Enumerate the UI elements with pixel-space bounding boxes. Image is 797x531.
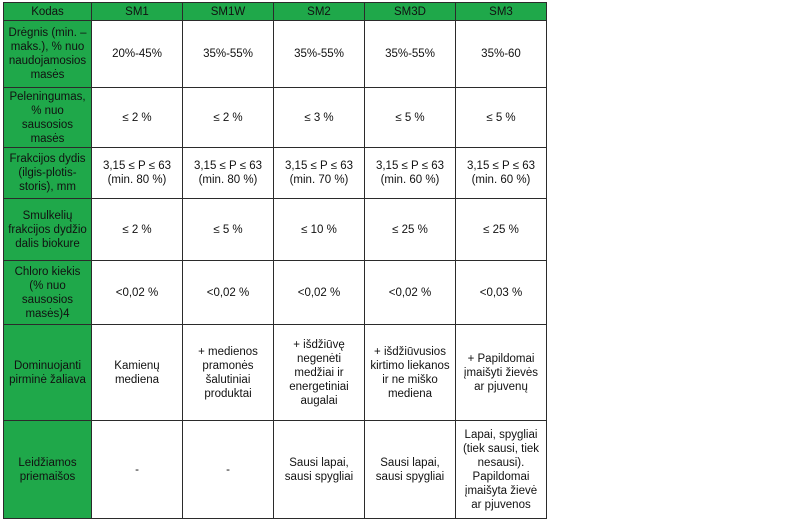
table-cell: ≤ 10 %	[274, 199, 365, 261]
table-cell: Sausi lapai, sausi spygliai	[274, 421, 365, 519]
table-row	[4, 148, 547, 199]
table-cell: + išdžiūvusios kirtimo liekanos ir ne miško mediena	[365, 325, 456, 421]
table-cell: ≤ 5 %	[183, 199, 274, 261]
header-sm2: SM2	[274, 3, 365, 21]
table-cell: 35%-55%	[183, 21, 274, 88]
table-cell: 3,15 ≤ P ≤ 63 (min. 80 %)	[92, 148, 183, 199]
row-label: Leidžiamos priemaišos	[4, 421, 92, 519]
table-cell: 35%-55%	[365, 21, 456, 88]
table-cell: + medienos pramonės šalutiniai produktai	[183, 325, 274, 421]
table-cell: Kamienų mediena	[92, 325, 183, 421]
table-row	[4, 261, 547, 325]
table-cell: -	[92, 421, 183, 519]
table-cell: 35%-55%	[274, 21, 365, 88]
table-cell: <0,02 %	[365, 261, 456, 325]
table-row	[4, 421, 547, 519]
table-cell: <0,02 %	[183, 261, 274, 325]
table-cell: <0,02 %	[274, 261, 365, 325]
header-row	[4, 3, 547, 21]
row-label: Chloro kiekis (% nuo sausosios masės)4	[4, 261, 92, 325]
table-cell: Lapai, spygliai (tiek sausi, tiek nesausi). Papildomai įmaišyta žievė ar pjuvenos	[456, 421, 547, 519]
table-cell: ≤ 3 %	[274, 88, 365, 148]
row-label: Smulkelių frakcijos dydžio dalis biokure	[4, 199, 92, 261]
table-cell: 20%-45%	[92, 21, 183, 88]
header-kodas: Kodas	[4, 3, 92, 21]
table-row	[4, 88, 547, 148]
table-cell: <0,02 %	[92, 261, 183, 325]
table-cell: ≤ 25 %	[456, 199, 547, 261]
table-cell: ≤ 25 %	[365, 199, 456, 261]
table-cell: 3,15 ≤ P ≤ 63 (min. 60 %)	[456, 148, 547, 199]
table-cell: <0,03 %	[456, 261, 547, 325]
row-label: Frakcijos dydis (ilgis-plotis-storis), mm	[4, 148, 92, 199]
table-row	[4, 325, 547, 421]
row-label: Drėgnis (min. – maks.), % nuo naudojamosios masės	[4, 21, 92, 88]
fuel-spec-table	[3, 2, 547, 519]
table-cell: ≤ 5 %	[456, 88, 547, 148]
header-sm3d: SM3D	[365, 3, 456, 21]
table-cell: Sausi lapai, sausi spygliai	[365, 421, 456, 519]
header-sm1w: SM1W	[183, 3, 274, 21]
row-label: Peleningumas, % nuo sausosios masės	[4, 88, 92, 148]
table-cell: 3,15 ≤ P ≤ 63 (min. 70 %)	[274, 148, 365, 199]
table-cell: ≤ 2 %	[92, 199, 183, 261]
table-cell: 3,15 ≤ P ≤ 63 (min. 80 %)	[183, 148, 274, 199]
header-sm1: SM1	[92, 3, 183, 21]
row-label: Dominuojanti pirminė žaliava	[4, 325, 92, 421]
table-cell: 35%-60	[456, 21, 547, 88]
table-cell: ≤ 2 %	[183, 88, 274, 148]
table-row	[4, 21, 547, 88]
table-cell: 3,15 ≤ P ≤ 63 (min. 60 %)	[365, 148, 456, 199]
header-sm3: SM3	[456, 3, 547, 21]
table-cell: -	[183, 421, 274, 519]
table-cell: + išdžiūvę negenėti medžiai ir energetiniai augalai	[274, 325, 365, 421]
table-cell: ≤ 5 %	[365, 88, 456, 148]
table-cell: ≤ 2 %	[92, 88, 183, 148]
table-cell: + Papildomai įmaišyti žievės ar pjuvenų	[456, 325, 547, 421]
table-row	[4, 199, 547, 261]
